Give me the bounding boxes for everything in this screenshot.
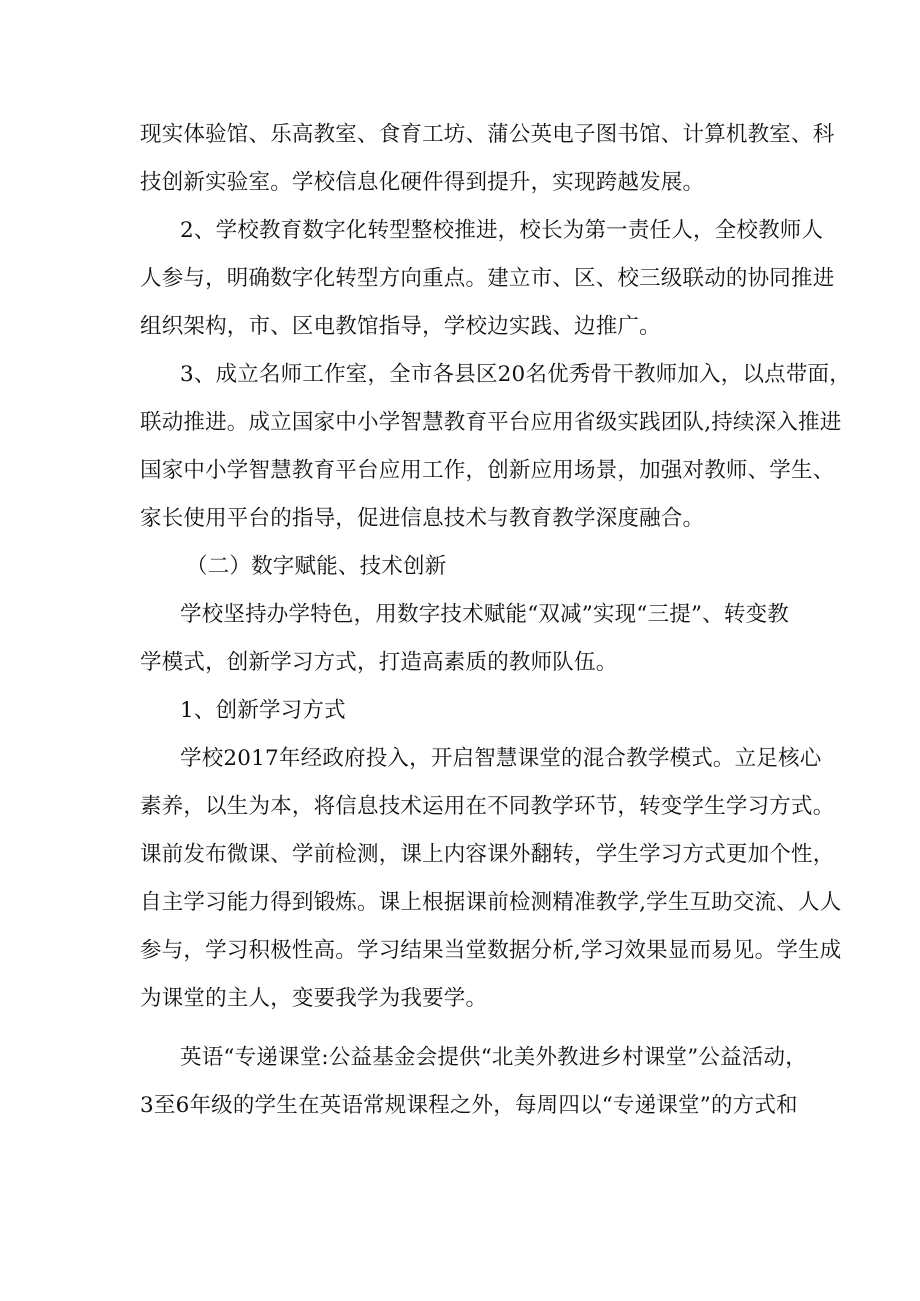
section-paragraph-line-1: 学校坚持办学特色，用数字技术赋能“双减”实现“三提”、转变教 [180, 602, 789, 627]
subheading-learning-methods: 1、创新学习方式 [180, 698, 346, 723]
body-line-1: 现实体验馆、乐高教室、食育工坊、蒲公英电子图书馆、计算机教室、科 [140, 122, 835, 147]
learning-paragraph-line-6: 为课堂的主人，变要我学为我要学。 [140, 986, 488, 1011]
learning-paragraph-line-5: 参与，学习积极性高。学习结果当堂数据分析,学习效果显而易见。学生成 [140, 938, 842, 963]
paragraph-3-line-3: 国家中小学智慧教育平台应用工作，创新应用场景，加强对教师、学生、 [140, 458, 835, 483]
learning-paragraph-line-2: 素养，以生为本，将信息技术运用在不同教学环节，转变学生学习方式。 [140, 794, 835, 819]
english-paragraph-line-2: 3至6年级的学生在英语常规课程之外，每周四以“专递课堂”的方式和 [140, 1093, 798, 1118]
english-paragraph-line-1: 英语“专递课堂:公益基金会提供“北美外教进乡村课堂”公益活动， [180, 1045, 807, 1070]
paragraph-2-line-3: 组织架构，市、区电教馆指导，学校边实践、边推广。 [140, 314, 661, 339]
paragraph-3-line-1: 3、成立名师工作室，全市各县区20名优秀骨干教师加入，以点带面， [180, 362, 851, 387]
learning-paragraph-line-3: 课前发布微课、学前检测，课上内容课外翻转，学生学习方式更加个性， [140, 842, 835, 867]
paragraph-2-line-1: 2、学校教育数字化转型整校推进，校长为第一责任人，全校教师人 [180, 218, 824, 243]
paragraph-3-line-2: 联动推进。成立国家中小学智慧教育平台应用省级实践团队,持续深入推进 [140, 410, 842, 435]
paragraph-2-line-2: 人参与，明确数字化转型方向重点。建立市、区、校三级联动的协同推进 [140, 266, 835, 291]
learning-paragraph-line-4: 自主学习能力得到锻炼。课上根据课前检测精准教学,学生互助交流、人人 [140, 890, 842, 915]
learning-paragraph-line-1: 学校2017年经政府投入，开启智慧课堂的混合教学模式。立足核心 [180, 746, 822, 771]
body-line-2: 技创新实验室。学校信息化硬件得到提升，实现跨越发展。 [140, 170, 705, 195]
paragraph-3-line-4: 家长使用平台的指导，促进信息技术与教育教学深度融合。 [140, 506, 705, 531]
section-paragraph-line-2: 学模式，创新学习方式，打造高素质的教师队伍。 [140, 650, 618, 675]
section-heading: （二）数字赋能、技术创新 [186, 554, 447, 579]
